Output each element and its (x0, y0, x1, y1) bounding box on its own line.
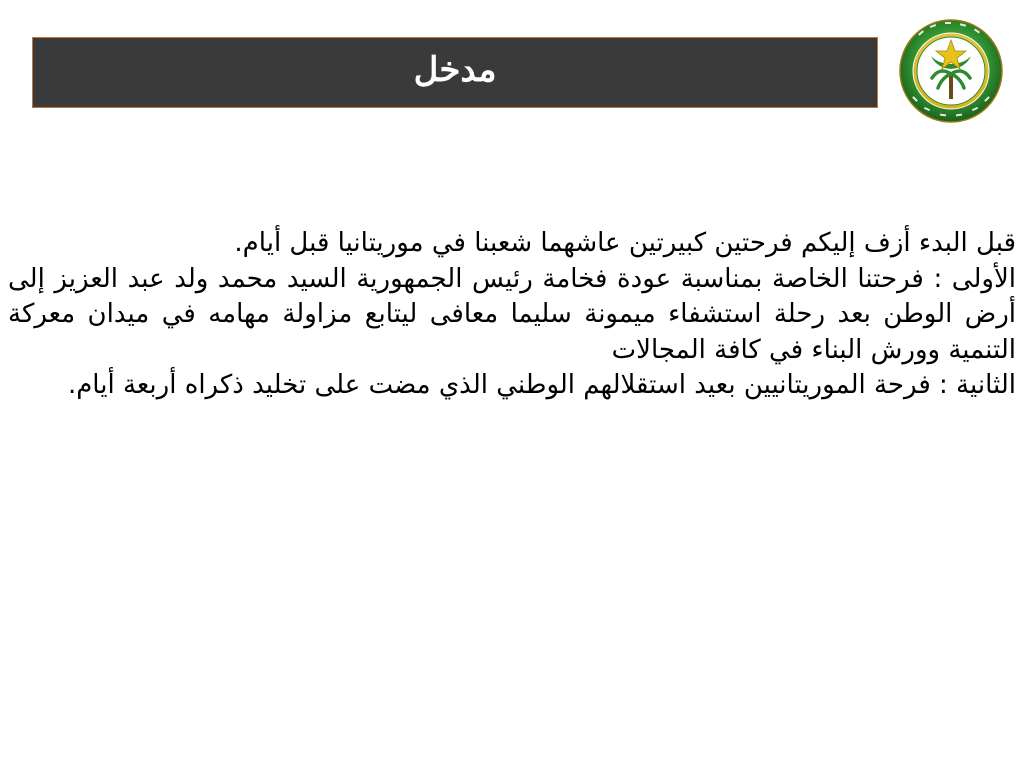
slide-body (8, 226, 1016, 404)
paragraph-intro: قبل البدء أزف إليكم فرحتين كبيرتين عاشهما شعبنا في موريتانيا قبل أيام. (234, 228, 1016, 258)
paragraph-first: الأولى : فرحتنا الخاصة بمناسبة عودة فخامة رئيس الجمهورية السيد محمد ولد عبد العزيز إلى أرض الوطن بعد رحلة استشفاء ميمونة سليما معافى ليتابع مزاولة مهامه في ميدان معركة التنمية وورش البناء في كافة المجالات (8, 263, 1016, 365)
slide-title: مدخل (413, 49, 497, 90)
mauritania-national-emblem-icon (898, 18, 1004, 124)
title-bar (32, 37, 878, 108)
paragraph-second: الثانية : فرحة الموريتانيين بعيد استقلالهم الوطني الذي مضت على تخليد ذكراه أربعة أيام. (67, 370, 1016, 400)
